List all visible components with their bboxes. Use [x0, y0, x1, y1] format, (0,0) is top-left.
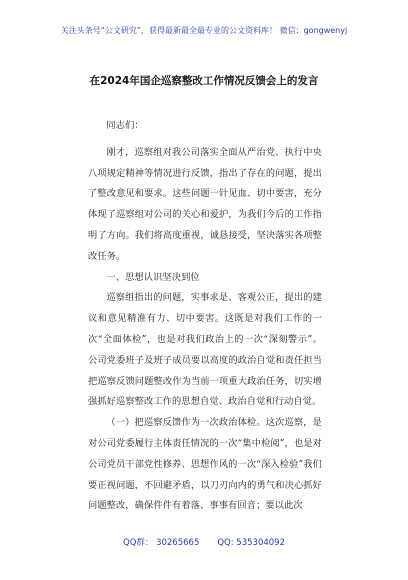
footer-contact — [0, 537, 408, 549]
paragraph-section-one-a: 巡察组指出的问题，实事求是、客观公正，提出的建议和意见精准有力、切中要害。这既是对我们工作的一次“全面体检”，也是对我们政治上的一次“深刻警示”。公司党委班子及班子成员要以高度的政治自觉和责任担当把巡察反馈问题整改作为当前一项重大政治任务，切实增强抓好巡察整改工作的思想自觉、政治自觉和行动自觉。 — [88, 292, 322, 408]
document-title: 在2024年国企巡察整改工作情况反馈会上的发言 — [89, 75, 319, 87]
paragraph-intro: 刚才，巡察组对我公司落实全面从严治党、执行中央八项规定精神等情况进行反馈，指出了存在的问题，提出了整改意见和要求。这些问题一针见血、切中要害，充分体现了巡察组对公司的关心和爱护，为我们今后的工作指明了方向。我们将高度重视，诚恳接受，坚决落实各项整改任务。 — [88, 146, 322, 262]
salutation: 同志们： — [106, 120, 144, 131]
footer-qq-number: QQ: 535304092 — [217, 538, 285, 548]
footer-qq-group: QQ群： 30265665 — [123, 538, 200, 548]
section-heading-one: 一、思想认识坚决到位 — [106, 271, 200, 283]
header-banner: 关注头条号“公文研究”，获得最新最全最专业的公文资料库！ 微信：gongwenyj — [60, 26, 348, 35]
paragraph-section-one-b: （一）把巡察反馈作为一次政治体检。这次巡察，是对公司党委履行主体责任情况的一次“集中检阅”，也是对公司党员干部党性修养、思想作风的一次“深入检验”我们要正视问题，不回避矛盾，以刀刃向内的勇气和决心抓好问题整改，确保件件有着落、事事有回音；要以此次 — [88, 417, 322, 512]
document-body — [88, 116, 322, 517]
